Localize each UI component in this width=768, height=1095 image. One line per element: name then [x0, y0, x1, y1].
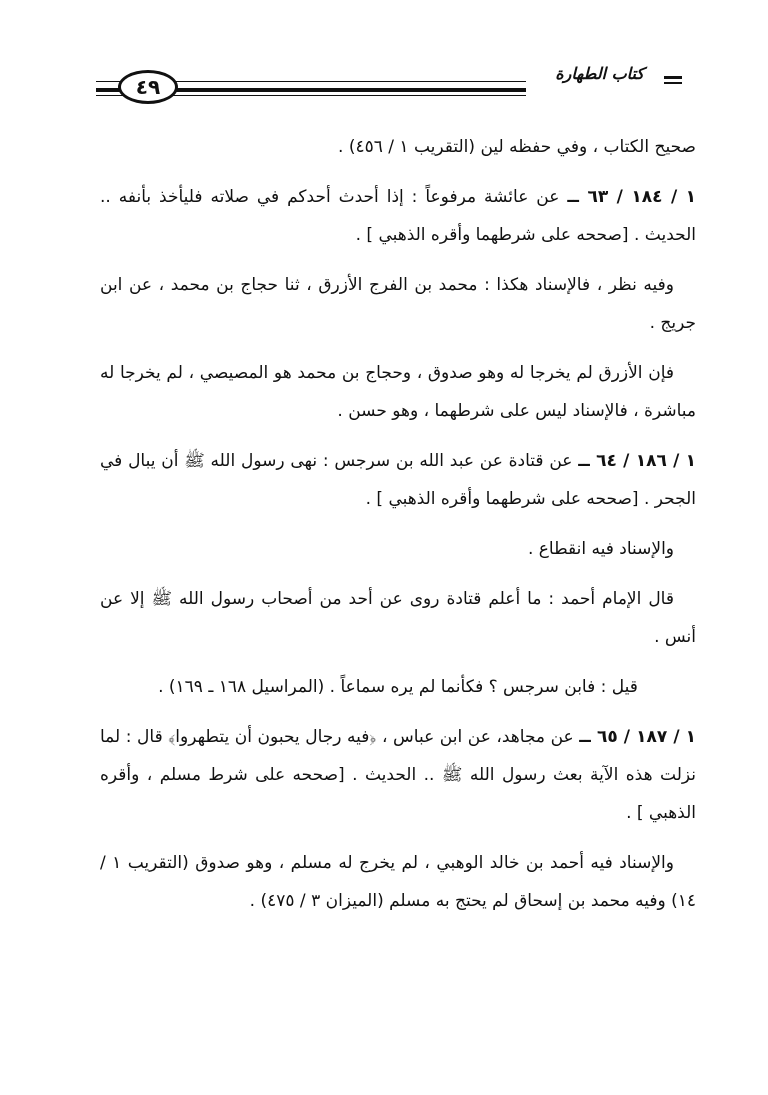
commentary-paragraph	[100, 668, 696, 706]
hadith-text: عن قتادة عن عبد الله بن سرجس : نهى رسول الله ﷺ أن يبال في الجحر . [صححه على شرطهما وأقره الذهبي ] .	[100, 451, 696, 509]
paragraph-text: فإن الأزرق لم يخرجا له وهو صدوق ، وحجاج بن محمد هو المصيصي ، لم يخرجا له مباشرة ، فالإسناد ليس على شرطهما ، وهو حسن .	[100, 363, 696, 421]
commentary-paragraph	[100, 530, 696, 568]
paragraph-text: قال الإمام أحمد : ما أعلم قتادة روى عن أحد من أصحاب رسول الله ﷺ إلا عن أنس .	[100, 589, 696, 647]
running-title: كتاب الطهارة	[555, 64, 644, 83]
commentary-paragraph	[100, 580, 696, 656]
hadith-entry-65	[100, 718, 696, 832]
hadith-entry-64	[100, 442, 696, 518]
paragraph-text: قيل : فابن سرجس ؟ فكأنما لم يره سماعاً . (المراسيل ١٦٨ ـ ١٦٩) .	[158, 677, 638, 697]
page-header	[96, 62, 690, 112]
paragraph-text: صحيح الكتاب ، وفي حفظه لين (التقريب ١ / ٤٥٦) .	[338, 137, 696, 157]
hadith-reference: ١ / ١٨٦ / ٦٤ ــ	[578, 451, 697, 471]
page-body	[100, 128, 696, 932]
commentary-paragraph	[100, 354, 696, 430]
hadith-entry-63	[100, 178, 696, 254]
hadith-text: عن عائشة مرفوعاً : إذا أحدث أحدكم في صلاته فليأخذ بأنفه .. الحديث . [صححه على شرطهما وأقره الذهبي ] .	[100, 187, 696, 245]
paragraph-continuation	[100, 128, 696, 166]
title-ornament-icon	[664, 76, 682, 87]
hadith-text: عن مجاهد، عن ابن عباس ، ﴿فيه رجال يحبون أن يتطهروا﴾ قال : لما نزلت هذه الآية بعث رسول الله ﷺ .. الحديث . [صححه على شرط مسلم ، وأقره الذهبي ] .	[100, 727, 696, 823]
commentary-paragraph	[100, 844, 696, 920]
page-number: ٤٩	[118, 70, 178, 104]
hadith-reference: ١ / ١٨٧ / ٦٥ ــ	[579, 727, 696, 747]
paragraph-text: وفيه نظر ، فالإسناد هكذا : محمد بن الفرج الأزرق ، ثنا حجاج بن محمد ، عن ابن جريج .	[100, 275, 696, 333]
paragraph-text: والإسناد فيه أحمد بن خالد الوهبي ، لم يخرج له مسلم ، وهو صدوق (التقريب ١ / ١٤) وفيه محمد بن إسحاق لم يحتج به مسلم (الميزان ٣ / ٤٧٥) .	[100, 853, 696, 911]
paragraph-text: والإسناد فيه انقطاع .	[527, 539, 674, 559]
hadith-reference: ١ / ١٨٤ / ٦٣ ــ	[567, 187, 697, 207]
commentary-paragraph	[100, 266, 696, 342]
